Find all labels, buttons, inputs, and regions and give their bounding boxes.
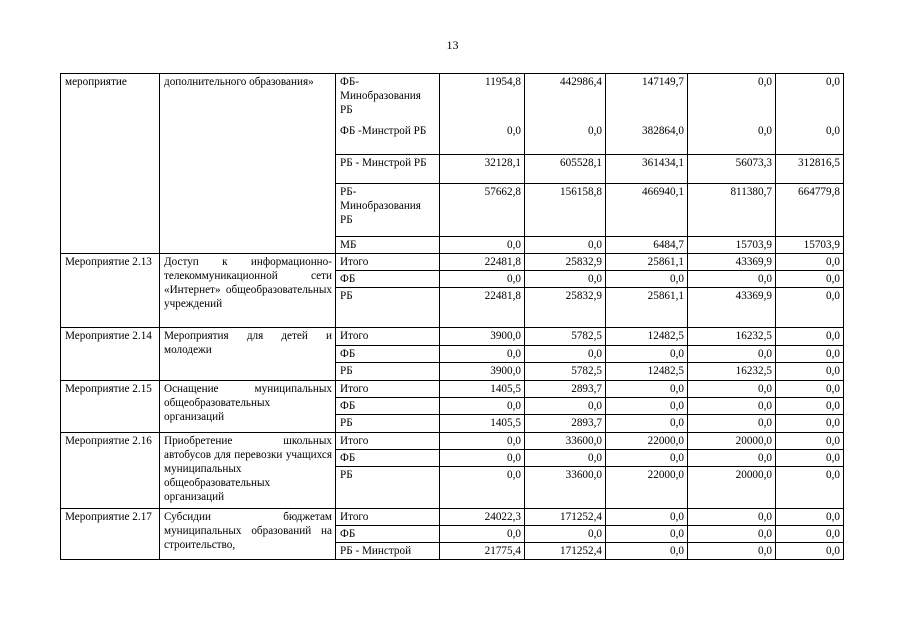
value-cell: 0,0 [776,271,844,288]
value-cell: 0,0 [525,450,606,467]
value-cell: 6484,7 [606,237,688,254]
source-cell: ФБ [336,346,440,363]
value-cell: 0,0 [776,74,844,123]
description-cell: Оснащение муниципальных общеобразовательных организаций [160,381,336,433]
value-cell: 0,0 [776,254,844,271]
value-cell: 0,0 [606,450,688,467]
measure-cell: Мероприятие 2.15 [61,381,160,433]
table-row [61,254,844,271]
table-row [61,328,844,346]
table-row [61,381,844,398]
source-cell: ФБ-Минобразования РБ [336,74,440,123]
value-cell: 21775,4 [440,543,525,560]
value-cell: 43369,9 [688,254,776,271]
source-cell: ФБ [336,271,440,288]
description-cell: Приобретение школьных автобусов для перевозки учащихся муниципальных общеобразовательных организаций [160,433,336,509]
value-cell: 0,0 [688,271,776,288]
value-cell: 0,0 [776,450,844,467]
value-cell: 16232,5 [688,363,776,381]
value-cell: 3900,0 [440,328,525,346]
value-cell: 0,0 [440,398,525,415]
value-cell: 15703,9 [776,237,844,254]
value-cell: 811380,7 [688,184,776,237]
source-cell: ФБ -Минстрой РБ [336,123,440,155]
description-cell: Субсидии бюджетам муниципальных образований на строительство, [160,509,336,560]
value-cell: 0,0 [440,467,525,509]
description-cell: Мероприятия для детей и молодежи [160,328,336,381]
value-cell: 0,0 [525,346,606,363]
source-cell: РБ-Минобразования РБ [336,184,440,237]
table-row [61,433,844,450]
value-cell: 0,0 [688,509,776,526]
value-cell: 33600,0 [525,467,606,509]
value-cell: 0,0 [440,237,525,254]
value-cell: 0,0 [525,271,606,288]
value-cell: 0,0 [776,509,844,526]
value-cell: 0,0 [688,123,776,155]
value-cell: 0,0 [776,363,844,381]
source-cell: Итого [336,328,440,346]
value-cell: 0,0 [440,271,525,288]
value-cell: 0,0 [776,433,844,450]
value-cell: 15703,9 [688,237,776,254]
value-cell: 0,0 [440,433,525,450]
value-cell: 2893,7 [525,381,606,398]
value-cell: 25832,9 [525,254,606,271]
value-cell: 0,0 [688,74,776,123]
value-cell: 0,0 [440,526,525,543]
value-cell: 605528,1 [525,155,606,184]
measure-cell: Мероприятие 2.13 [61,254,160,328]
source-cell: Итого [336,254,440,271]
value-cell: 466940,1 [606,184,688,237]
value-cell: 0,0 [606,271,688,288]
source-cell: РБ [336,415,440,433]
source-cell: Итого [336,509,440,526]
value-cell: 0,0 [606,526,688,543]
value-cell: 0,0 [440,450,525,467]
value-cell: 57662,8 [440,184,525,237]
value-cell: 1405,5 [440,381,525,398]
value-cell: 0,0 [688,415,776,433]
value-cell: 3900,0 [440,363,525,381]
value-cell: 20000,0 [688,467,776,509]
value-cell: 5782,5 [525,363,606,381]
value-cell: 171252,4 [525,543,606,560]
value-cell: 0,0 [606,543,688,560]
value-cell: 0,0 [606,509,688,526]
value-cell: 0,0 [776,381,844,398]
value-cell: 0,0 [525,526,606,543]
description-cell: Доступ к информационно-телекоммуникационной сети «Интернет» общеобразовательных учреждений [160,254,336,328]
value-cell: 2893,7 [525,415,606,433]
measure-cell: Мероприятие 2.17 [61,509,160,560]
value-cell: 0,0 [776,288,844,328]
value-cell: 0,0 [776,328,844,346]
value-cell: 0,0 [606,398,688,415]
value-cell: 0,0 [525,237,606,254]
value-cell: 0,0 [688,398,776,415]
budget-table [60,73,844,560]
value-cell: 32128,1 [440,155,525,184]
source-cell: Итого [336,381,440,398]
measure-cell: мероприятие [61,74,160,254]
source-cell: РБ - Минстрой [336,543,440,560]
value-cell: 156158,8 [525,184,606,237]
value-cell: 22481,8 [440,288,525,328]
value-cell: 22000,0 [606,467,688,509]
value-cell: 11954,8 [440,74,525,123]
value-cell: 0,0 [776,398,844,415]
value-cell: 0,0 [606,415,688,433]
value-cell: 0,0 [776,123,844,155]
source-cell: РБ - Минстрой РБ [336,155,440,184]
value-cell: 0,0 [525,123,606,155]
source-cell: РБ [336,288,440,328]
value-cell: 664779,8 [776,184,844,237]
value-cell: 361434,1 [606,155,688,184]
value-cell: 0,0 [688,526,776,543]
value-cell: 33600,0 [525,433,606,450]
value-cell: 442986,4 [525,74,606,123]
table-row [61,74,844,123]
value-cell: 0,0 [440,123,525,155]
value-cell: 0,0 [440,346,525,363]
value-cell: 147149,7 [606,74,688,123]
value-cell: 25861,1 [606,254,688,271]
value-cell: 0,0 [776,526,844,543]
value-cell: 12482,5 [606,363,688,381]
value-cell: 0,0 [606,346,688,363]
table-row [61,509,844,526]
source-cell: ФБ [336,450,440,467]
description-cell: дополнительного образования» [160,74,336,254]
value-cell: 171252,4 [525,509,606,526]
value-cell: 312816,5 [776,155,844,184]
value-cell: 0,0 [688,450,776,467]
value-cell: 25832,9 [525,288,606,328]
value-cell: 16232,5 [688,328,776,346]
value-cell: 43369,9 [688,288,776,328]
measure-cell: Мероприятие 2.16 [61,433,160,509]
value-cell: 24022,3 [440,509,525,526]
value-cell: 12482,5 [606,328,688,346]
value-cell: 1405,5 [440,415,525,433]
value-cell: 0,0 [525,398,606,415]
value-cell: 5782,5 [525,328,606,346]
source-cell: РБ [336,467,440,509]
value-cell: 0,0 [606,381,688,398]
measure-cell: Мероприятие 2.14 [61,328,160,381]
value-cell: 382864,0 [606,123,688,155]
value-cell: 0,0 [688,543,776,560]
value-cell: 0,0 [776,415,844,433]
value-cell: 25861,1 [606,288,688,328]
value-cell: 0,0 [688,346,776,363]
value-cell: 0,0 [776,346,844,363]
value-cell: 22481,8 [440,254,525,271]
page-number: 13 [446,38,459,52]
value-cell: 0,0 [776,543,844,560]
source-cell: ФБ [336,526,440,543]
value-cell: 22000,0 [606,433,688,450]
value-cell: 0,0 [776,467,844,509]
value-cell: 56073,3 [688,155,776,184]
source-cell: МБ [336,237,440,254]
value-cell: 20000,0 [688,433,776,450]
source-cell: ФБ [336,398,440,415]
source-cell: РБ [336,363,440,381]
source-cell: Итого [336,433,440,450]
value-cell: 0,0 [688,381,776,398]
